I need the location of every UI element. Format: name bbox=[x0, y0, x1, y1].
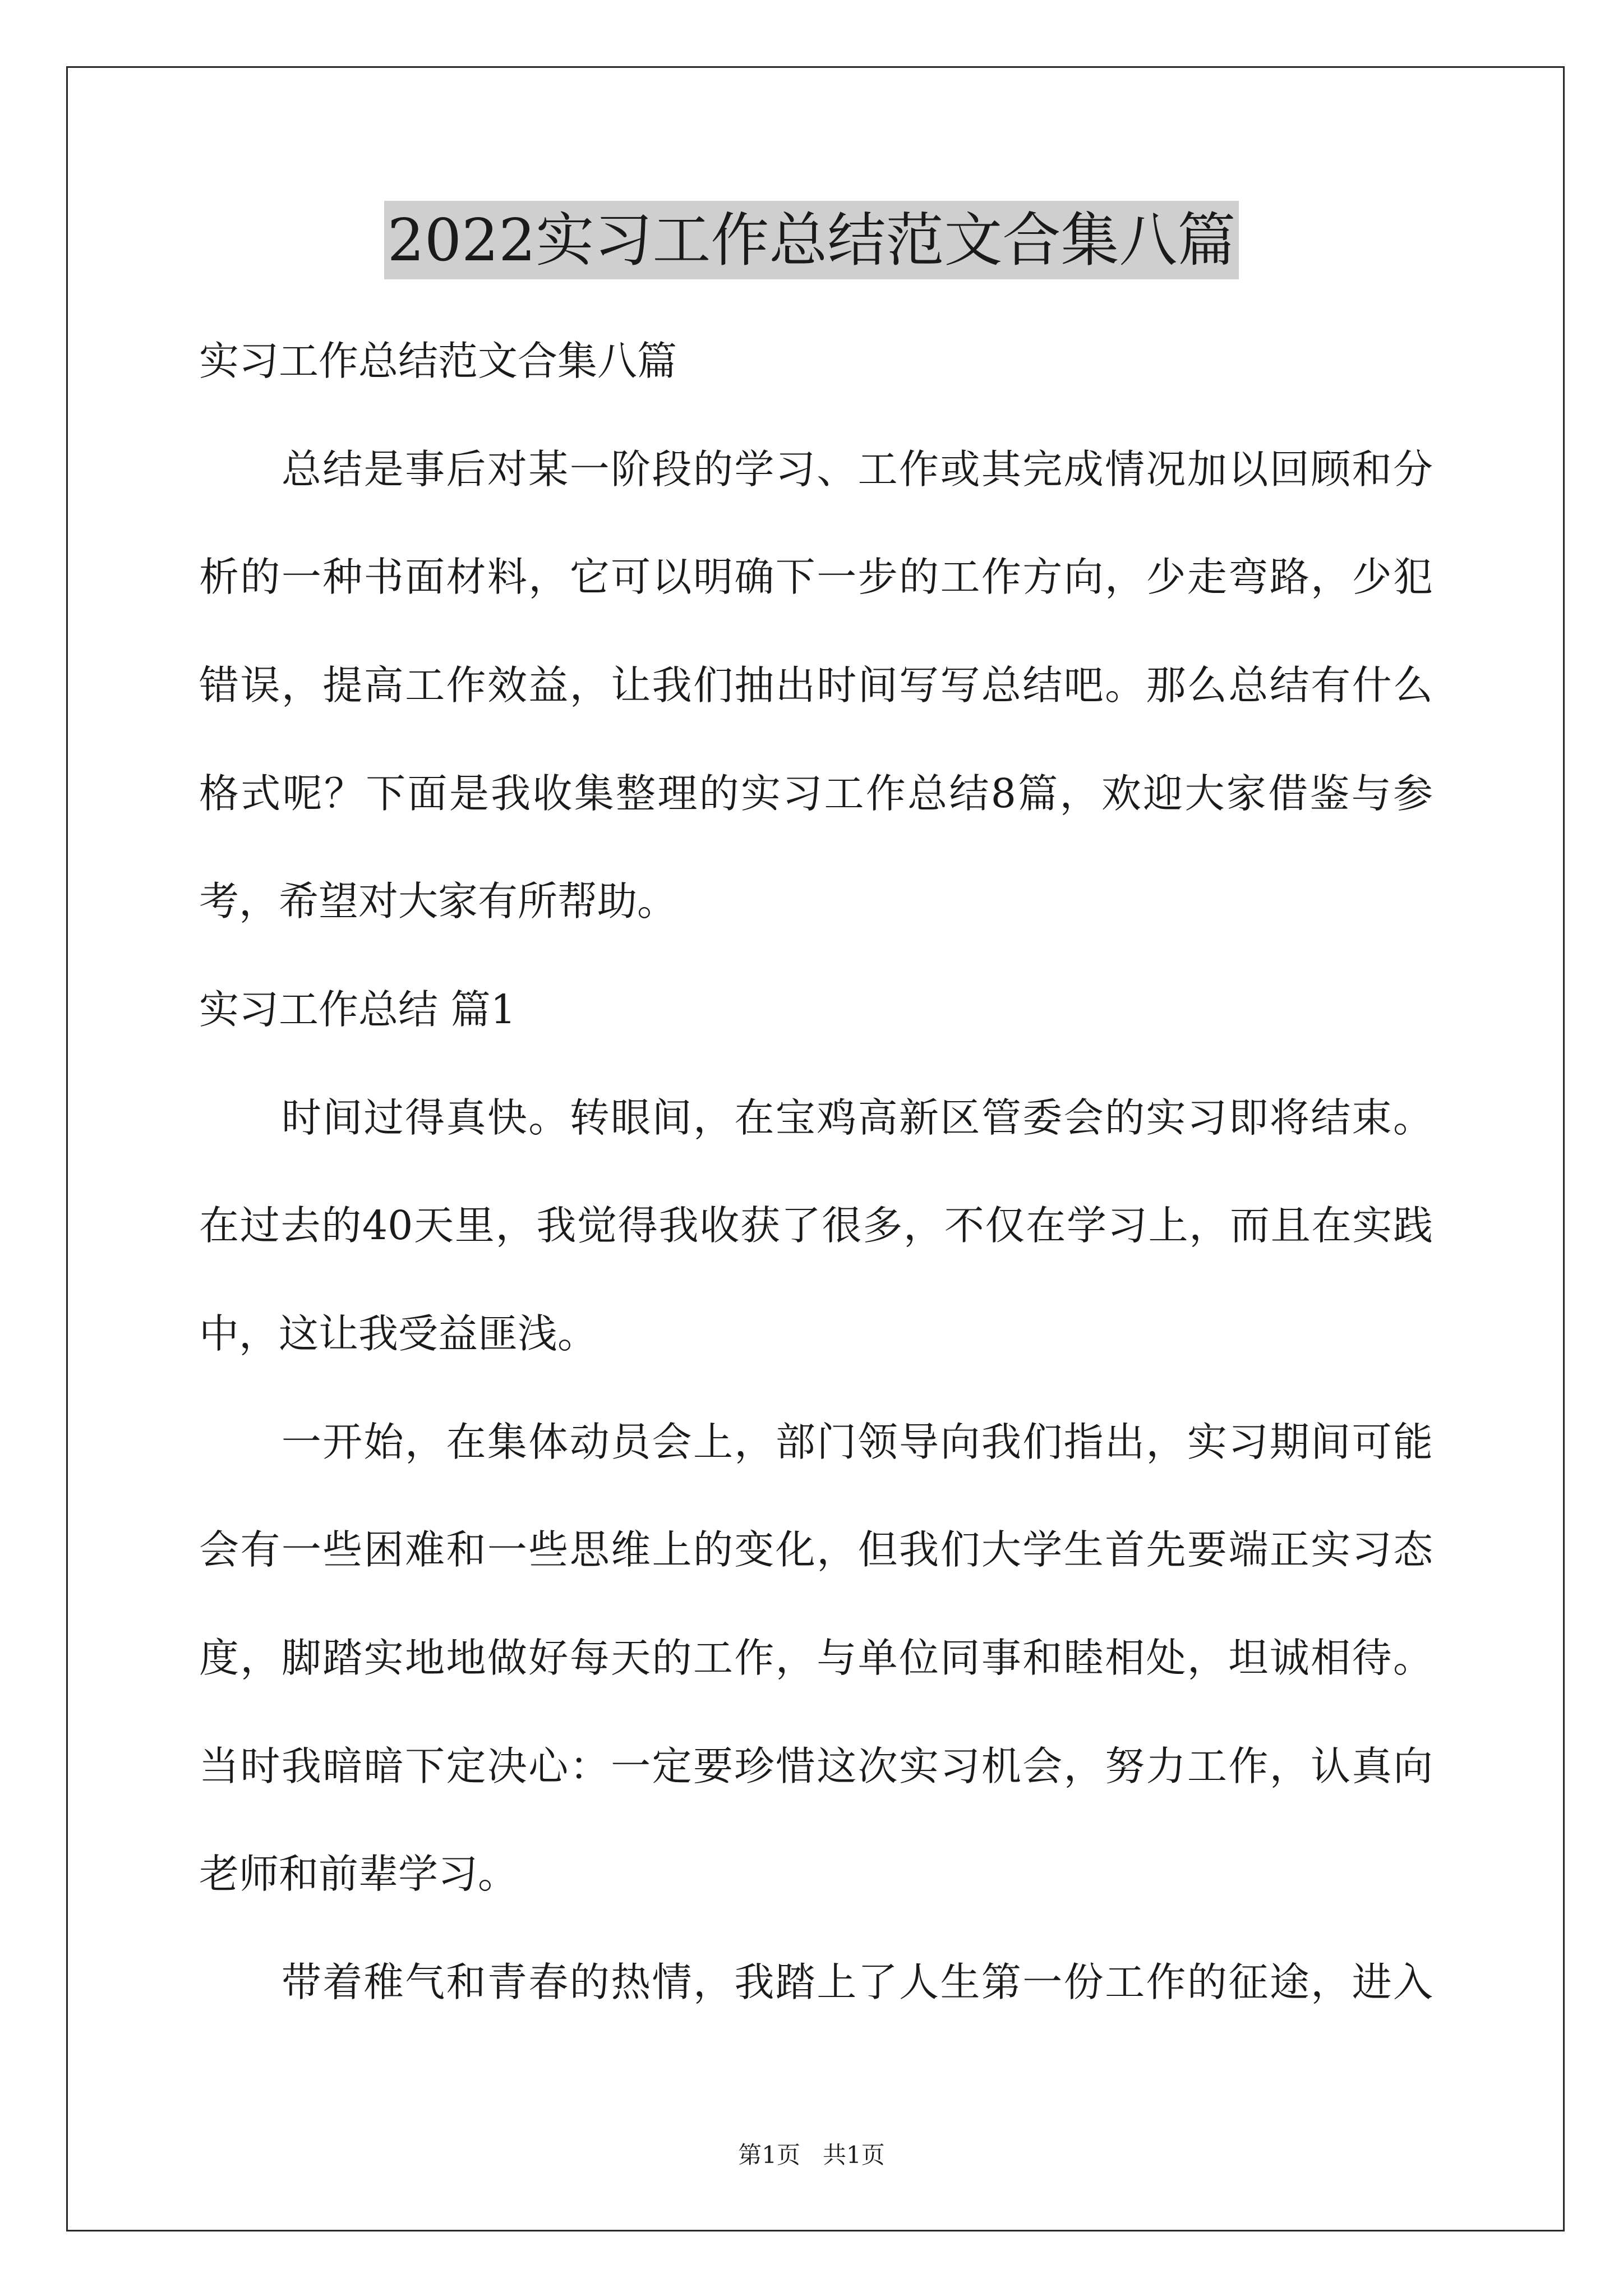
document-title bbox=[0, 201, 1623, 279]
text-line: 在过去的40天里，我觉得我收获了很多，不仅在学习上，而且在实践 bbox=[199, 1202, 1433, 1249]
text-line: 析的一种书面材料，它可以明确下一步的工作方向，少走弯路，少犯 bbox=[199, 554, 1433, 600]
text-line: 时间过得真快。转眼间，在宝鸡高新区管委会的实习即将结束。 bbox=[199, 1094, 1433, 1141]
text-line: 错误，提高工作效益，让我们抽出时间写写总结吧。那么总结有什么 bbox=[199, 662, 1433, 708]
text-line: 总结是事后对某一阶段的学习、工作或其完成情况加以回顾和分 bbox=[199, 446, 1433, 493]
text-line: 会有一些困难和一些思维上的变化，但我们大学生首先要端正实习态 bbox=[199, 1526, 1433, 1573]
text-line: 度，脚踏实地地做好每天的工作，与单位同事和睦相处，坦诚相待。 bbox=[199, 1635, 1433, 1681]
text-line: 老师和前辈学习。 bbox=[199, 1851, 518, 1897]
document-title-text: 2022实习工作总结范文合集八篇 bbox=[384, 201, 1239, 279]
text-line: 带着稚气和青春的热情，我踏上了人生第一份工作的征途，进入 bbox=[199, 1959, 1433, 2005]
text-line: 考，希望对大家有所帮助。 bbox=[199, 878, 677, 924]
page-footer: 第1页 共1页 bbox=[738, 2141, 885, 2169]
text-line: 当时我暗暗下定决心：一定要珍惜这次实习机会，努力工作，认真向 bbox=[199, 1743, 1433, 1789]
text-line: 一开始，在集体动员会上，部门领导向我们指出，实习期间可能 bbox=[199, 1419, 1433, 1465]
text-line: 格式呢？下面是我收集整理的实习工作总结8篇，欢迎大家借鉴与参 bbox=[199, 770, 1433, 817]
page-border bbox=[66, 66, 1565, 2231]
text-line: 实习工作总结范文合集八篇 bbox=[199, 338, 677, 384]
section-heading: 实习工作总结 篇1 bbox=[199, 986, 516, 1033]
text-line: 中，这让我受益匪浅。 bbox=[199, 1310, 598, 1357]
